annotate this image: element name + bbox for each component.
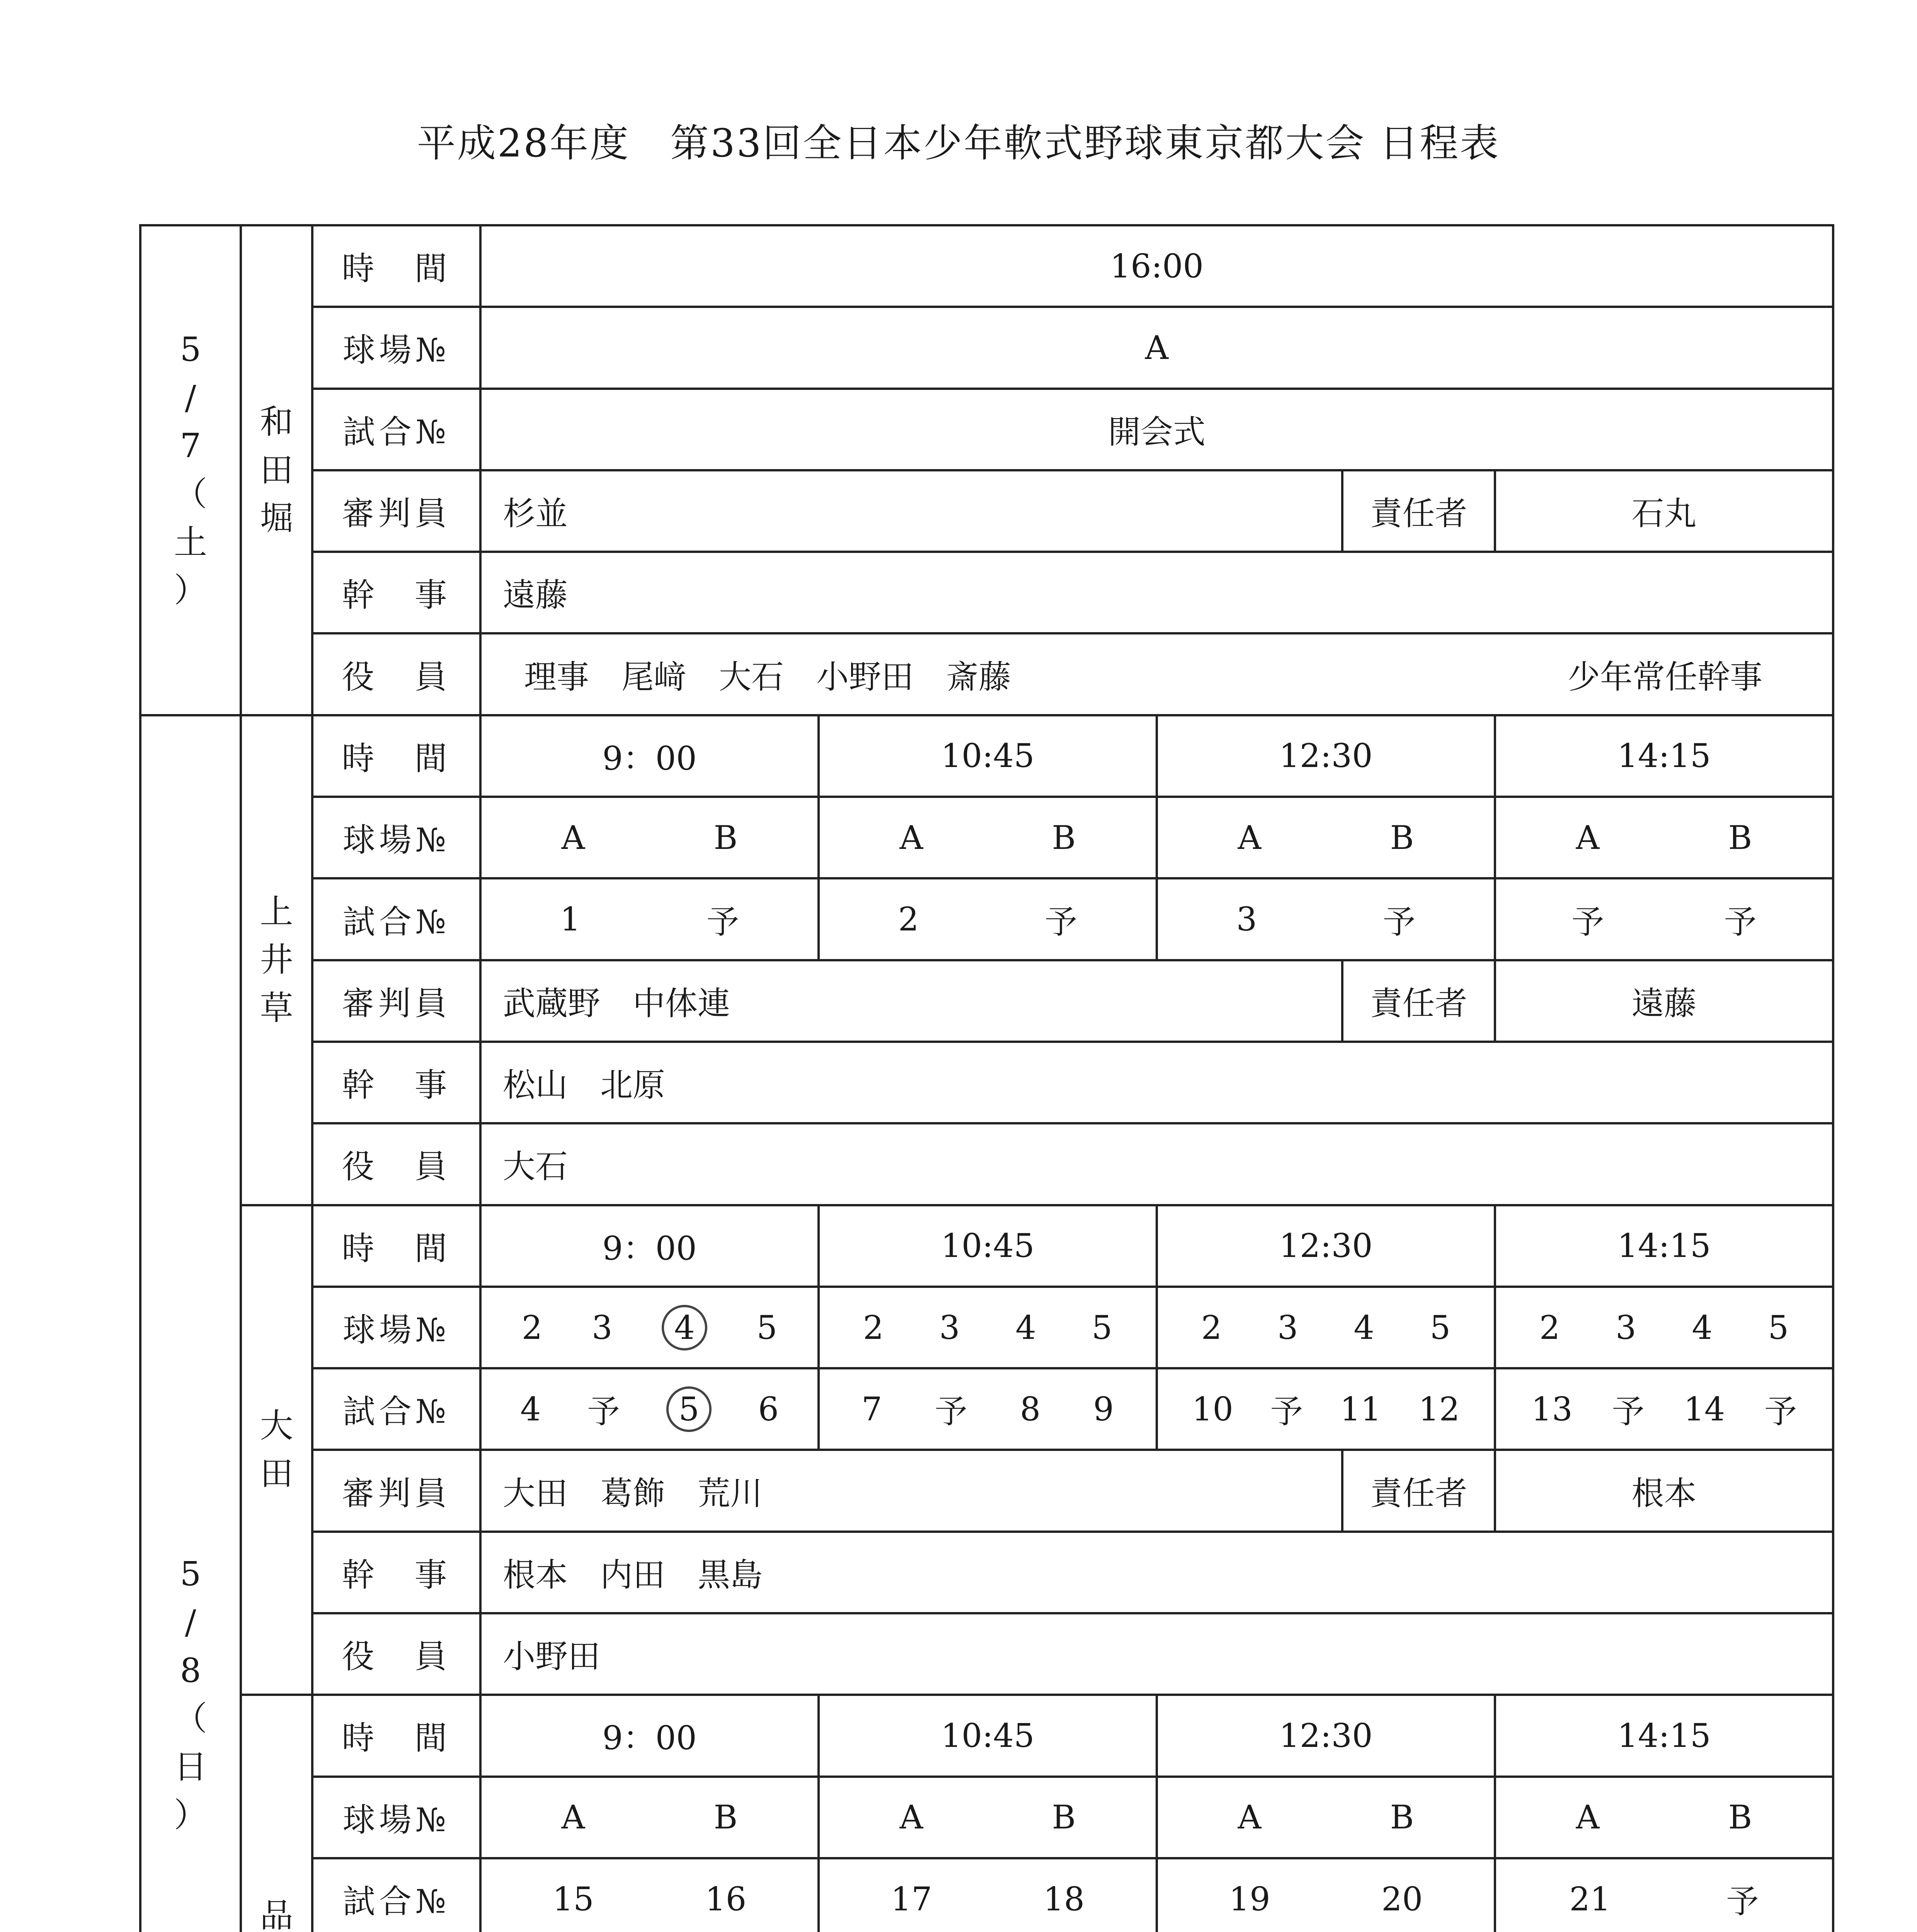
field-numbers bbox=[482, 1778, 817, 1857]
match-cell bbox=[1157, 1368, 1495, 1450]
slot-time: 9：00 bbox=[480, 1205, 819, 1287]
slot-time: 9：00 bbox=[480, 715, 819, 797]
field-cell bbox=[480, 1777, 819, 1858]
match-number: 15 bbox=[552, 1880, 594, 1918]
field-number: 4 bbox=[1353, 1308, 1374, 1347]
date-text-char: （ bbox=[174, 1699, 207, 1738]
field-number: B bbox=[1390, 1798, 1414, 1837]
match-number: 7 bbox=[861, 1390, 882, 1428]
match-number: 予 bbox=[587, 1393, 620, 1431]
slot-time: 10:45 bbox=[819, 1695, 1157, 1776]
venue-cell bbox=[241, 1695, 312, 1932]
field-numbers bbox=[1496, 1288, 1832, 1367]
field-number: B bbox=[1728, 818, 1752, 857]
field-cell bbox=[1157, 1777, 1495, 1858]
match-number: 2 bbox=[898, 900, 919, 939]
venue-name-char: 品 bbox=[260, 1896, 293, 1932]
match-number: 12 bbox=[1418, 1390, 1460, 1428]
slot-time: 14:15 bbox=[1495, 1205, 1833, 1287]
match-numbers bbox=[1496, 1859, 1832, 1932]
officer-row bbox=[503, 651, 1832, 698]
schedule-body bbox=[140, 225, 1833, 1932]
match-cell bbox=[1157, 1858, 1495, 1932]
match-number: 20 bbox=[1381, 1880, 1423, 1918]
field-number: A bbox=[1576, 1798, 1600, 1837]
match-number: 21 bbox=[1569, 1880, 1611, 1918]
responsible-label: 責任者 bbox=[1342, 1450, 1495, 1531]
officer-value: 理事 尾﨑 大石 小野田 斎藤 bbox=[524, 658, 1011, 696]
officer-label: 役 員 bbox=[312, 1123, 480, 1205]
field-cell bbox=[1495, 797, 1833, 878]
slot-time: 14:15 bbox=[1495, 715, 1833, 797]
field-number: 2 bbox=[521, 1308, 543, 1347]
field-number: B bbox=[1390, 818, 1414, 857]
match-label: 試合№ bbox=[312, 389, 480, 470]
field-number: A bbox=[1576, 818, 1600, 857]
schedule-row bbox=[140, 878, 1833, 960]
field-number: 5 bbox=[1430, 1308, 1451, 1347]
officer-cell bbox=[480, 1613, 1833, 1695]
field-label: 球場№ bbox=[312, 797, 480, 878]
schedule-row bbox=[140, 715, 1833, 797]
match-number: 予 bbox=[1612, 1393, 1645, 1431]
responsible-value: 石丸 bbox=[1495, 470, 1833, 552]
venue-name-char: 草 bbox=[260, 989, 293, 1028]
venue-name bbox=[242, 398, 311, 543]
time-label: 時 間 bbox=[312, 225, 480, 307]
match-number: 1 bbox=[560, 900, 581, 939]
field-cell bbox=[480, 797, 819, 878]
venue-name-char: 田 bbox=[260, 1454, 293, 1493]
secretary-value: 松山 北原 bbox=[480, 1042, 1833, 1123]
date-text-char: 日 bbox=[174, 1748, 207, 1787]
field-numbers bbox=[1158, 1288, 1494, 1367]
venue-name-char: 田 bbox=[260, 451, 293, 490]
field-cell bbox=[1495, 1777, 1833, 1858]
field-number: B bbox=[1052, 818, 1076, 857]
slot-time: 10:45 bbox=[819, 1205, 1157, 1287]
field-number: B bbox=[1728, 1798, 1752, 1837]
venue-name-char: 堀 bbox=[260, 499, 293, 538]
match-number: 3 bbox=[1236, 900, 1257, 939]
field-number: 3 bbox=[1277, 1308, 1298, 1347]
field-numbers bbox=[820, 1778, 1156, 1857]
venue-name-char: 上 bbox=[260, 892, 293, 931]
match-number: 予 bbox=[1045, 903, 1078, 941]
match-number: 9 bbox=[1093, 1390, 1114, 1428]
responsible-value: 遠藤 bbox=[1495, 960, 1833, 1042]
field-number: A bbox=[1238, 1798, 1262, 1837]
schedule-row bbox=[140, 1858, 1833, 1932]
match-number: 6 bbox=[758, 1390, 779, 1428]
field-number: B bbox=[1052, 1798, 1076, 1837]
schedule-row bbox=[140, 225, 1833, 307]
match-number: 予 bbox=[1383, 903, 1416, 941]
time-label: 時 間 bbox=[312, 715, 480, 797]
secretary-label: 幹 事 bbox=[312, 1532, 480, 1613]
match-numbers bbox=[1496, 1369, 1832, 1449]
umpire-label: 審判員 bbox=[312, 960, 480, 1042]
schedule-row bbox=[140, 1532, 1833, 1613]
schedule-row bbox=[140, 470, 1833, 552]
schedule-row bbox=[140, 633, 1833, 715]
field-cell bbox=[1157, 797, 1495, 878]
venue-name bbox=[242, 1892, 311, 1932]
match-number: 10 bbox=[1192, 1390, 1233, 1428]
match-cell bbox=[1495, 878, 1833, 960]
field-number: A bbox=[561, 818, 585, 857]
schedule-row bbox=[140, 389, 1833, 470]
match-cell bbox=[819, 878, 1157, 960]
slot-time: 12:30 bbox=[1157, 1205, 1495, 1287]
field-cell bbox=[480, 1287, 819, 1368]
field-number: 2 bbox=[1539, 1308, 1560, 1347]
match-numbers bbox=[820, 1369, 1156, 1449]
schedule-row bbox=[140, 1613, 1833, 1695]
field-number: 2 bbox=[863, 1308, 884, 1347]
umpire-label: 審判員 bbox=[312, 1450, 480, 1531]
field-number: 3 bbox=[592, 1308, 613, 1347]
match-number: 16 bbox=[705, 1880, 747, 1918]
date-text-char: / bbox=[185, 1603, 196, 1642]
schedule-row bbox=[140, 1450, 1833, 1531]
schedule-row bbox=[140, 1368, 1833, 1450]
date-text-char: / bbox=[185, 378, 196, 417]
schedule-row bbox=[140, 797, 1833, 878]
match-cell bbox=[819, 1368, 1157, 1450]
responsible-value: 根本 bbox=[1495, 1450, 1833, 1531]
match-number: 予 bbox=[1270, 1393, 1303, 1431]
match-number: 18 bbox=[1043, 1880, 1085, 1918]
schedule-row bbox=[140, 1042, 1833, 1123]
date-text-char: 8 bbox=[180, 1651, 201, 1690]
match-number: 予 bbox=[707, 903, 739, 941]
date-text-char: 5 bbox=[180, 330, 201, 369]
schedule-row bbox=[140, 1695, 1833, 1776]
match-numbers bbox=[820, 879, 1156, 959]
date-text-char: （ bbox=[174, 474, 207, 514]
date-text-char: 7 bbox=[180, 427, 201, 466]
date-cell bbox=[140, 225, 241, 715]
match-cell bbox=[819, 1858, 1157, 1932]
slot-time: 16:00 bbox=[480, 225, 1833, 307]
officer-label: 役 員 bbox=[312, 1613, 480, 1695]
match-numbers bbox=[1496, 879, 1832, 959]
match-number: 予 bbox=[935, 1393, 967, 1431]
field-numbers bbox=[482, 1288, 817, 1367]
match-label: 試合№ bbox=[312, 1368, 480, 1450]
venue-cell bbox=[241, 715, 312, 1205]
date-text bbox=[141, 1550, 240, 1839]
field-cell bbox=[819, 1287, 1157, 1368]
field-number: 3 bbox=[939, 1308, 960, 1347]
field-number: 3 bbox=[1616, 1308, 1636, 1347]
match-numbers bbox=[482, 1369, 817, 1449]
umpire-value: 武蔵野 中体連 bbox=[480, 960, 1342, 1042]
field-number: 5 bbox=[1091, 1308, 1113, 1347]
field-number: 4 bbox=[1692, 1308, 1713, 1347]
date-text-char: ） bbox=[174, 1796, 207, 1835]
field-number: A bbox=[899, 818, 923, 857]
match-cell bbox=[1495, 1368, 1833, 1450]
time-label: 時 間 bbox=[312, 1695, 480, 1776]
field-numbers bbox=[482, 798, 817, 877]
match-cell bbox=[480, 1858, 819, 1932]
slot-time: 9：00 bbox=[480, 1695, 819, 1776]
field-number: 4 bbox=[1015, 1308, 1036, 1347]
officer-note: 少年常任幹事 bbox=[1568, 658, 1763, 696]
schedule-row bbox=[140, 1287, 1833, 1368]
match-number: 予 bbox=[1726, 1883, 1759, 1921]
match-numbers bbox=[482, 879, 817, 959]
match-number: 19 bbox=[1229, 1880, 1270, 1918]
field-numbers bbox=[1158, 798, 1494, 877]
field-label: 球場№ bbox=[312, 1287, 480, 1368]
schedule-row bbox=[140, 1123, 1833, 1205]
field-label: 球場№ bbox=[312, 307, 480, 388]
field-number: 5 bbox=[756, 1308, 778, 1347]
date-text-char: 土 bbox=[174, 523, 207, 562]
officer-value: 大石 bbox=[503, 1148, 568, 1186]
field-number: 2 bbox=[1201, 1308, 1222, 1347]
match-number: 11 bbox=[1340, 1390, 1381, 1428]
officer-value: 小野田 bbox=[503, 1638, 601, 1676]
match-cell bbox=[1157, 878, 1495, 960]
venue-cell bbox=[241, 225, 312, 715]
match-number: 予 bbox=[1724, 903, 1757, 941]
match-cell bbox=[1495, 1858, 1833, 1932]
field-number: 5 bbox=[1768, 1308, 1789, 1347]
field-number: A bbox=[1238, 818, 1262, 857]
field-cell: A bbox=[480, 307, 1833, 388]
match-cell bbox=[480, 1368, 819, 1450]
schedule-row bbox=[140, 307, 1833, 388]
match-cell: 開会式 bbox=[480, 389, 1833, 470]
schedule-row bbox=[140, 1205, 1833, 1287]
schedule-row bbox=[140, 960, 1833, 1042]
slot-time: 12:30 bbox=[1157, 1695, 1495, 1776]
field-numbers bbox=[1496, 798, 1832, 877]
venue-name bbox=[242, 888, 311, 1032]
slot-time: 14:15 bbox=[1495, 1695, 1833, 1776]
field-number: A bbox=[561, 1798, 585, 1837]
match-label: 試合№ bbox=[312, 878, 480, 960]
match-label: 試合№ bbox=[312, 1858, 480, 1932]
field-numbers bbox=[820, 1288, 1156, 1367]
field-numbers bbox=[1158, 1778, 1494, 1857]
umpire-value: 杉並 bbox=[480, 470, 1342, 552]
match-number: 8 bbox=[1020, 1390, 1041, 1428]
date-text bbox=[141, 326, 240, 615]
schedule-row bbox=[140, 1777, 1833, 1858]
match-numbers bbox=[1158, 1859, 1494, 1932]
field-number: B bbox=[713, 1798, 738, 1837]
field-cell bbox=[819, 797, 1157, 878]
venue-name bbox=[242, 1402, 311, 1498]
secretary-label: 幹 事 bbox=[312, 552, 480, 633]
field-numbers bbox=[820, 798, 1156, 877]
field-number: 4 bbox=[662, 1305, 707, 1350]
field-numbers bbox=[1496, 1778, 1832, 1857]
match-numbers bbox=[482, 1859, 817, 1932]
field-number: B bbox=[713, 818, 738, 857]
schedule-row bbox=[140, 552, 1833, 633]
match-cell bbox=[480, 878, 819, 960]
venue-cell bbox=[241, 1205, 312, 1695]
venue-name-char: 井 bbox=[260, 940, 293, 980]
match-numbers bbox=[1158, 1369, 1494, 1449]
date-text-char: 5 bbox=[180, 1555, 201, 1594]
schedule-table bbox=[139, 224, 1834, 1932]
field-label: 球場№ bbox=[312, 1777, 480, 1858]
time-label: 時 間 bbox=[312, 1205, 480, 1287]
match-numbers bbox=[820, 1859, 1156, 1932]
umpire-value: 大田 葛飾 荒川 bbox=[480, 1450, 1342, 1531]
responsible-label: 責任者 bbox=[1342, 960, 1495, 1042]
page-title: 平成28年度 第33回全日本少年軟式野球東京都大会 日程表 bbox=[417, 121, 1500, 166]
match-numbers bbox=[1158, 879, 1494, 959]
match-number: 予 bbox=[1764, 1393, 1797, 1431]
slot-time: 10:45 bbox=[819, 715, 1157, 797]
officer-cell bbox=[480, 633, 1833, 715]
field-cell bbox=[1157, 1287, 1495, 1368]
match-number: 予 bbox=[1571, 903, 1604, 941]
match-number: 4 bbox=[520, 1390, 541, 1428]
umpire-label: 審判員 bbox=[312, 470, 480, 552]
date-text-char: ） bbox=[174, 571, 207, 610]
match-number: 13 bbox=[1531, 1390, 1573, 1428]
match-number: 14 bbox=[1684, 1390, 1725, 1428]
field-number: A bbox=[899, 1798, 923, 1837]
match-number: 5 bbox=[666, 1386, 712, 1432]
venue-name-char: 和 bbox=[260, 402, 293, 441]
field-cell bbox=[1495, 1287, 1833, 1368]
venue-name-char: 大 bbox=[260, 1406, 293, 1445]
responsible-label: 責任者 bbox=[1342, 470, 1495, 552]
secretary-value: 根本 内田 黒島 bbox=[480, 1532, 1833, 1613]
secretary-value: 遠藤 bbox=[480, 552, 1833, 633]
officer-label: 役 員 bbox=[312, 633, 480, 715]
slot-time: 12:30 bbox=[1157, 715, 1495, 797]
date-cell bbox=[140, 715, 241, 1932]
secretary-label: 幹 事 bbox=[312, 1042, 480, 1123]
match-number: 17 bbox=[890, 1880, 932, 1918]
field-cell bbox=[819, 1777, 1157, 1858]
officer-cell bbox=[480, 1123, 1833, 1205]
